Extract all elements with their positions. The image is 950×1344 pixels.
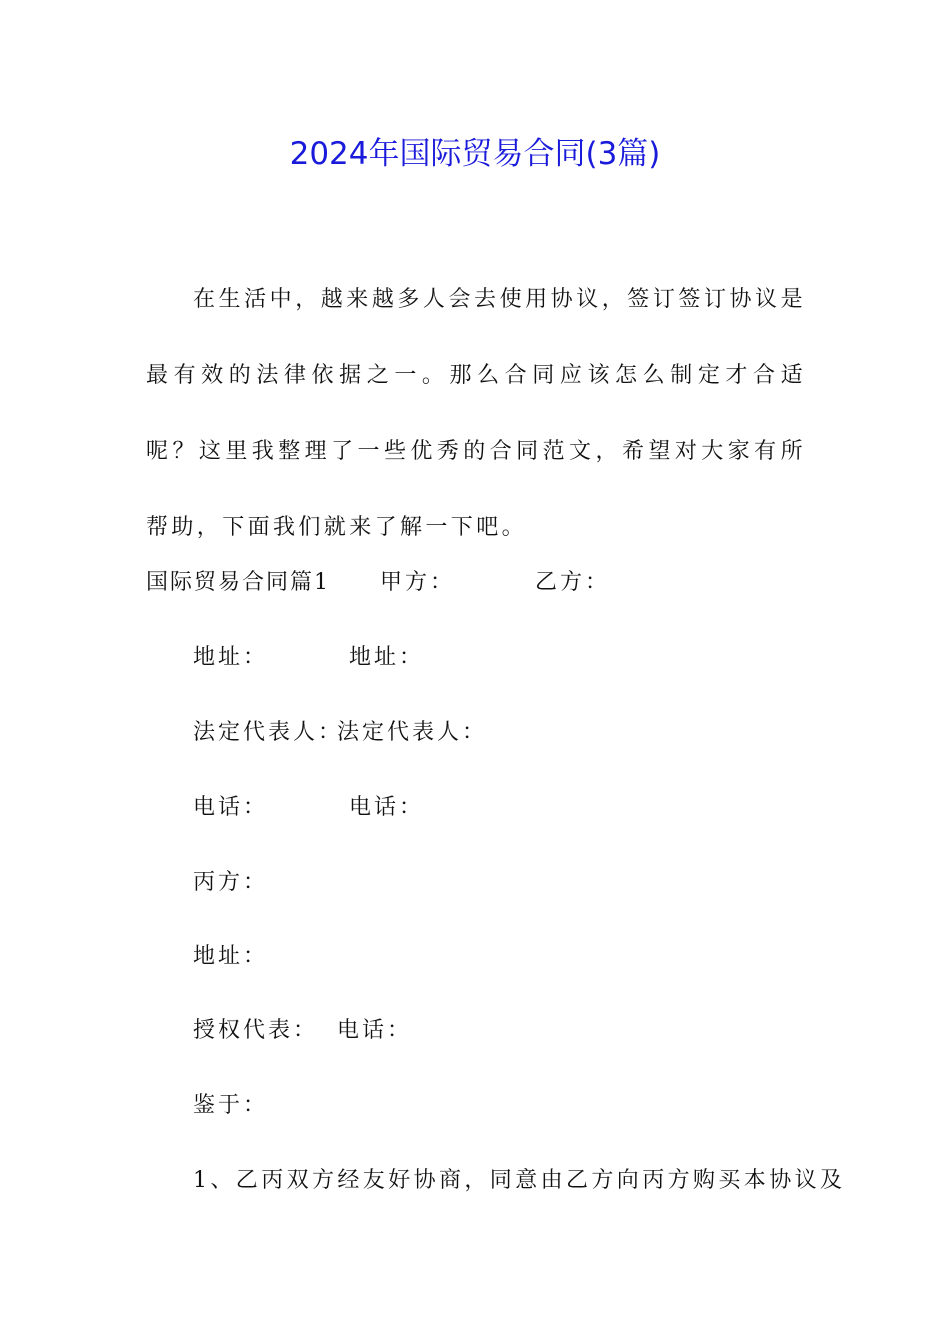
party-c-label: 丙方： — [193, 870, 269, 895]
legal-rep-a-label: 法定代表人： — [193, 720, 344, 745]
party-a-label: 甲方： — [380, 570, 456, 595]
address-a-label: 地址： — [193, 645, 269, 670]
section-heading: 国际贸易合同篇1 — [146, 570, 330, 595]
phone-c-label: 电话： — [337, 1018, 413, 1043]
intro-paragraph: 在生活中，越来越多人会去使用协议，签订签订协议是最有效的法律依据之一。那么合同应该怎么制定才合适呢？这里我整理了一些优秀的合同范文，希望对大家有所帮助，下面我们就来了解一下吧。 — [146, 287, 806, 540]
phone-b-label: 电话： — [349, 795, 425, 820]
authorized-rep-label: 授权代表： — [193, 1018, 319, 1043]
party-b-label: 乙方： — [535, 570, 611, 595]
whereas-label: 鉴于： — [193, 1093, 269, 1118]
address-c-label: 地址： — [193, 944, 269, 969]
phone-a-label: 电话： — [193, 795, 269, 820]
document-title: 2024年国际贸易合同(3篇) — [289, 136, 661, 172]
legal-rep-b-label: 法定代表人： — [337, 720, 488, 745]
clause-1: 1、乙丙双方经友好协商，同意由乙方向丙方购买本协议及 — [193, 1168, 846, 1193]
address-b-label: 地址： — [349, 645, 425, 670]
